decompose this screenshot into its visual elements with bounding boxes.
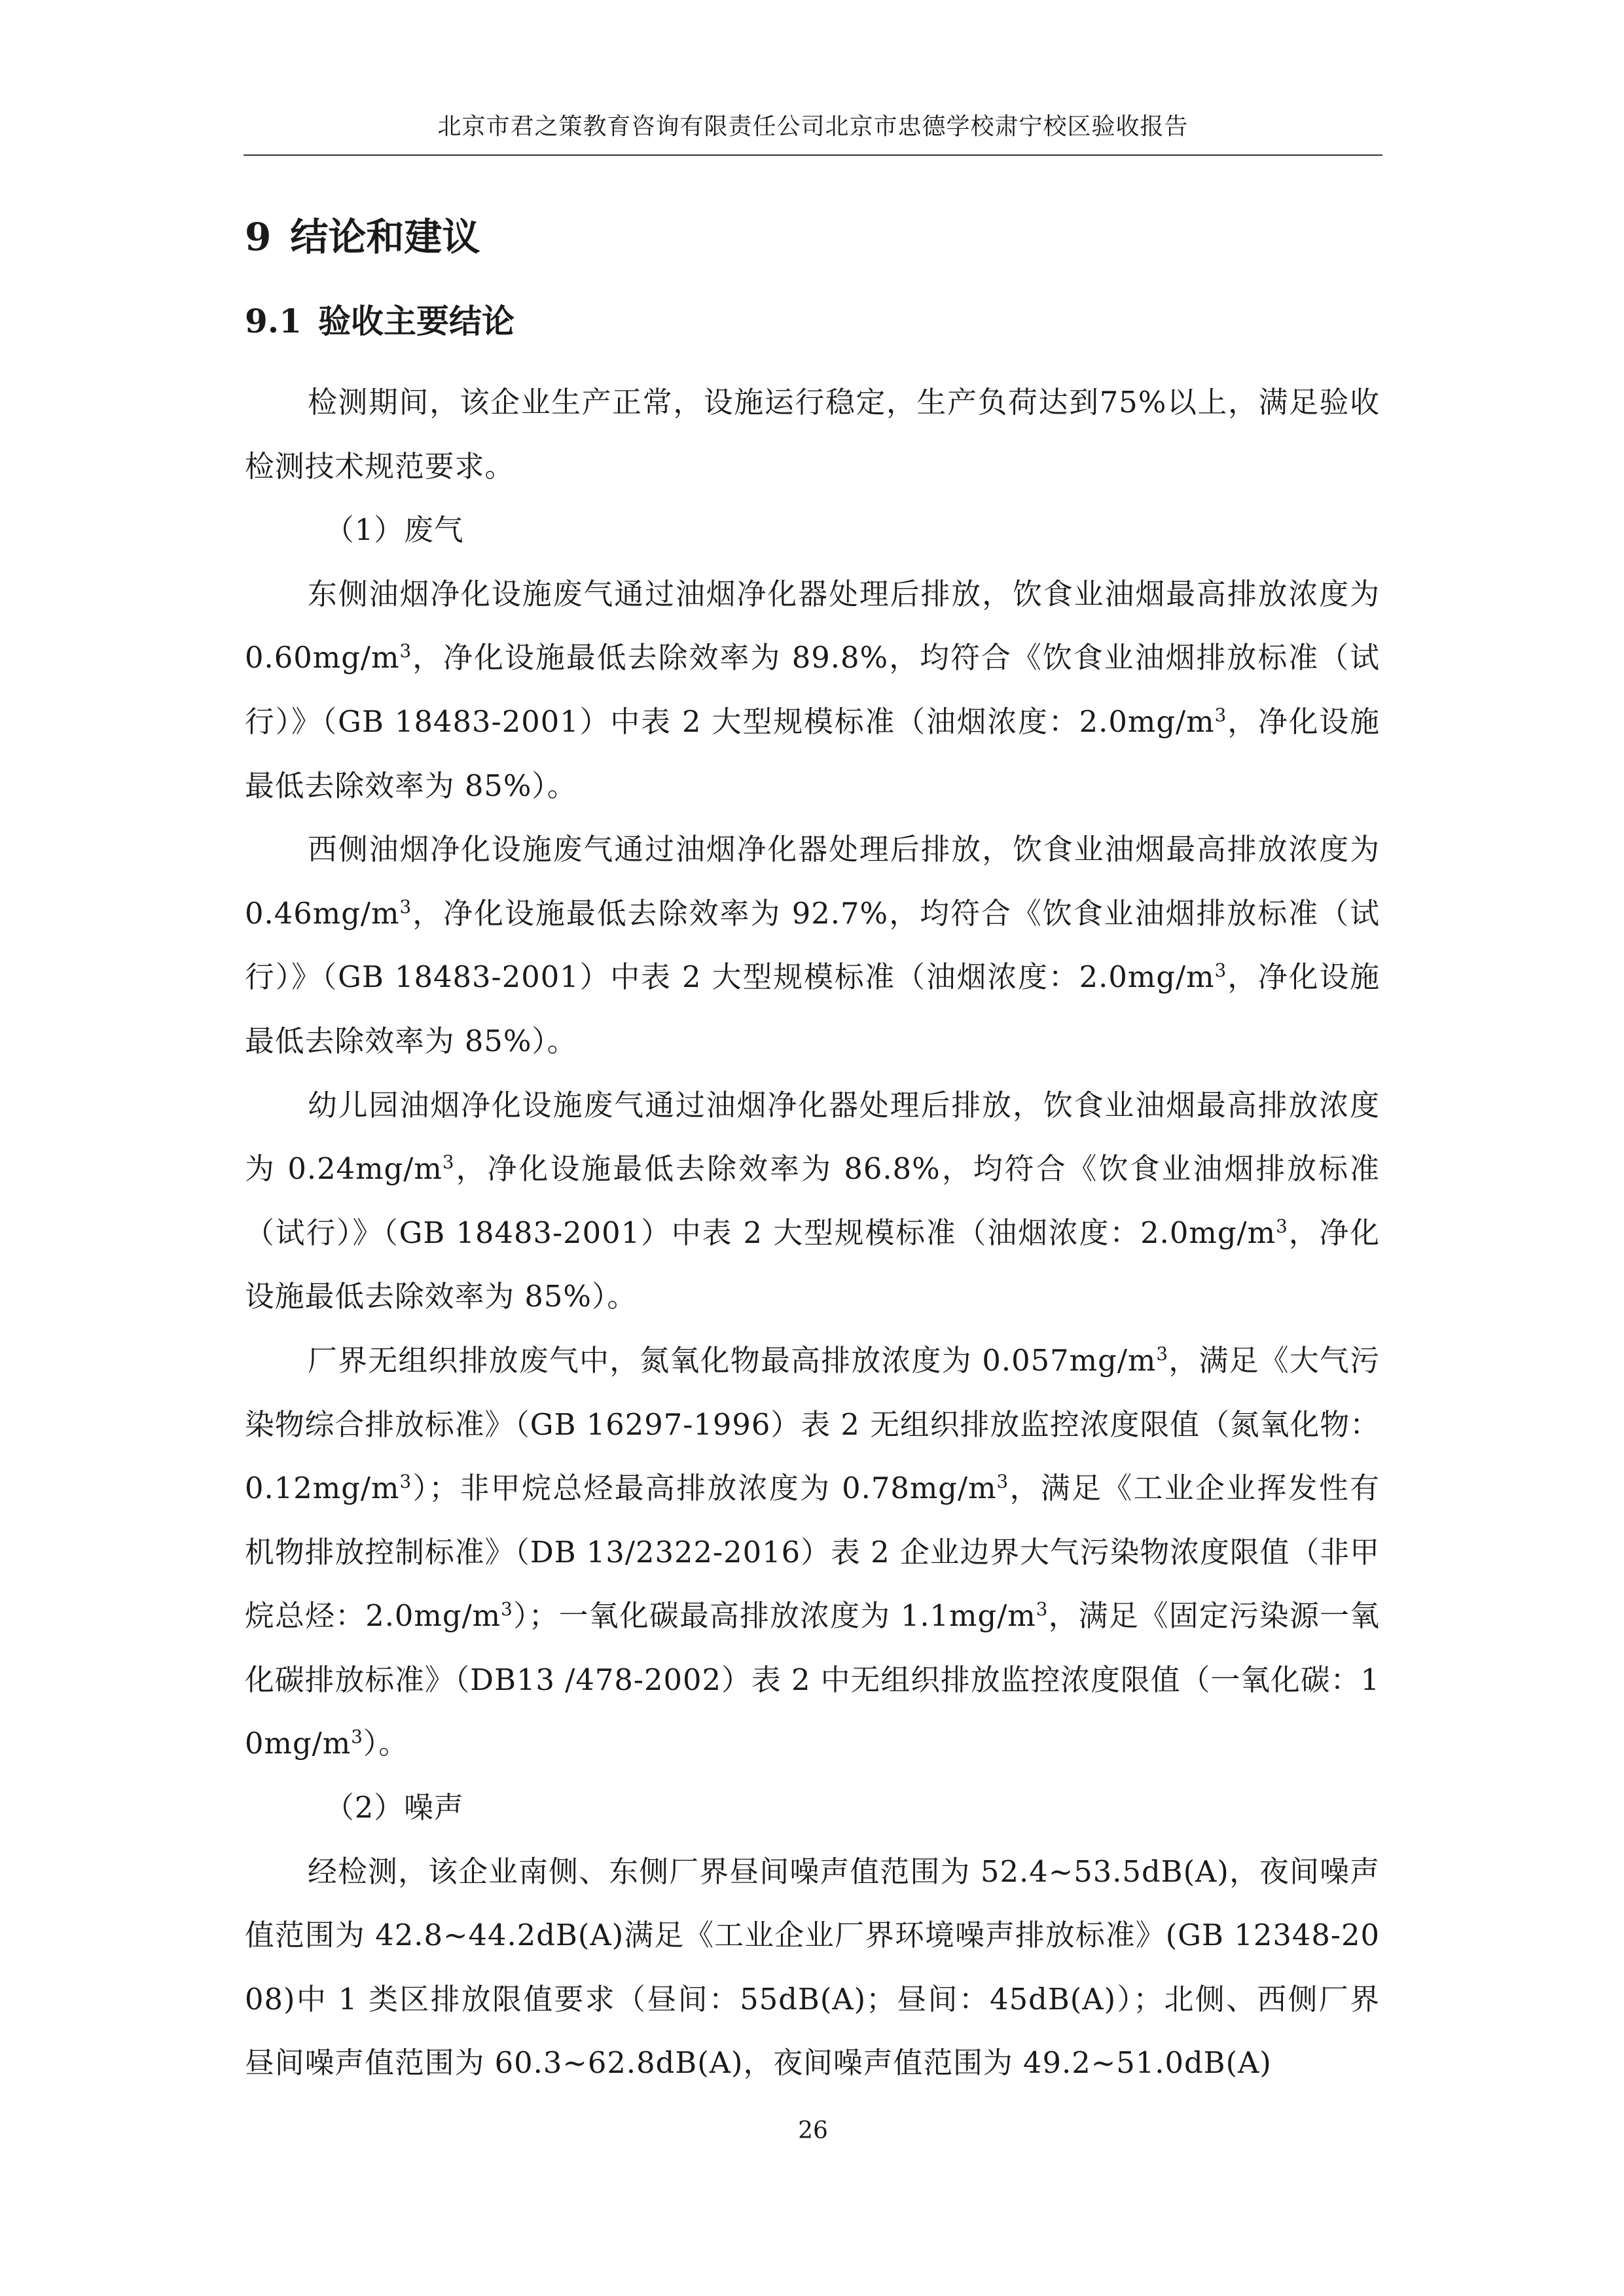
section-number: 9 <box>245 215 272 259</box>
paragraph-boundary-emissions: 厂界无组织排放废气中，氮氧化物最高排放浓度为 $0.057mg/m^3$，满足《大气污染物综合排放标准》（GB 16297-1996）表 2 无组织排放监控浓度限值（氮氧化物：$0.12mg/m^3$）；非甲烷总烃最高排放浓度为 $0.78mg/m^3$，满足《工业企业挥发性有机物排放控制标准》（DB 13/2322-2016）表 2 企业边界大气污染物浓度限值（非甲烷总烃：$2.0mg/m^3$）；一氧化碳最高排放浓度为 $1.1mg/m^3$，满足《固定污染源一氧化碳排放标准》（DB13 /478-2002）表 2 中无组织排放监控浓度限值（一氧化碳：$10mg/m^3$）。 <box>245 1342 1380 1761</box>
page-number: 26 <box>798 2117 828 2144</box>
header-divider <box>244 154 1382 156</box>
paragraph-east-fume: 东侧油烟净化设施废气通过油烟净化器处理后排放，饮食业油烟最高排放浓度为 $0.60mg/m^3$，净化设施最低去除效率为 89.8%，均符合《饮食业油烟排放标准（试行）》（GB 18483-2001）中表 2 大型规模标准（油烟浓度：$2.0mg/m^3$，净化设施最低去除效率为 85%）。 <box>245 576 1380 803</box>
document-body <box>245 370 1380 2095</box>
paragraph-operating-conditions: 检测期间，该企业生产正常，设施运行稳定，生产负荷达到75%以上，满足验收检测技术规范要求。 <box>245 385 1380 484</box>
paragraph-kindergarten-fume: 幼儿园油烟净化设施废气通过油烟净化器处理后排放，饮食业油烟最高排放浓度为 $0.24mg/m^3$，净化设施最低去除效率为 86.8%，均符合《饮食业油烟排放标准（试行）》（GB 18483-2001）中表 2 大型规模标准（油烟浓度：$2.0mg/m^3$，净化设施最低去除效率为 85%）。 <box>245 1087 1380 1314</box>
paragraph-west-fume: 西侧油烟净化设施废气通过油烟净化器处理后排放，饮食业油烟最高排放浓度为 $0.46mg/m^3$，净化设施最低去除效率为 92.7%，均符合《饮食业油烟排放标准（试行）》（GB 18483-2001）中表 2 大型规模标准（油烟浓度：$2.0mg/m^3$，净化设施最低去除效率为 85%）。 <box>245 832 1380 1058</box>
waste-gas-heading: （1）废气 <box>325 512 464 548</box>
paragraph-noise: 经检测，该企业南侧、东侧厂界昼间噪声值范围为 52.4~53.5dB(A)，夜间噪声值范围为 42.8~44.2dB(A)满足《工业企业厂界环境噪声排放标准》(GB 12348-2008)中 1 类区排放限值要求（昼间：55dB(A)；昼间：45dB(A)）；北侧、西侧厂界昼间噪声值范围为 60.3~62.8dB(A)，夜间噪声值范围为 49.2~51.0dB(A) <box>245 1854 1380 2081</box>
section-heading <box>245 211 480 263</box>
section-title: 结论和建议 <box>290 215 480 259</box>
subsection-title: 验收主要结论 <box>318 302 514 340</box>
subsection-number: 9.1 <box>245 302 302 340</box>
subsection-heading <box>245 298 514 345</box>
running-header: 北京市君之策教育咨询有限责任公司北京市忠德学校肃宁校区验收报告 <box>437 113 1189 140</box>
noise-heading: （2）噪声 <box>325 1790 464 1825</box>
